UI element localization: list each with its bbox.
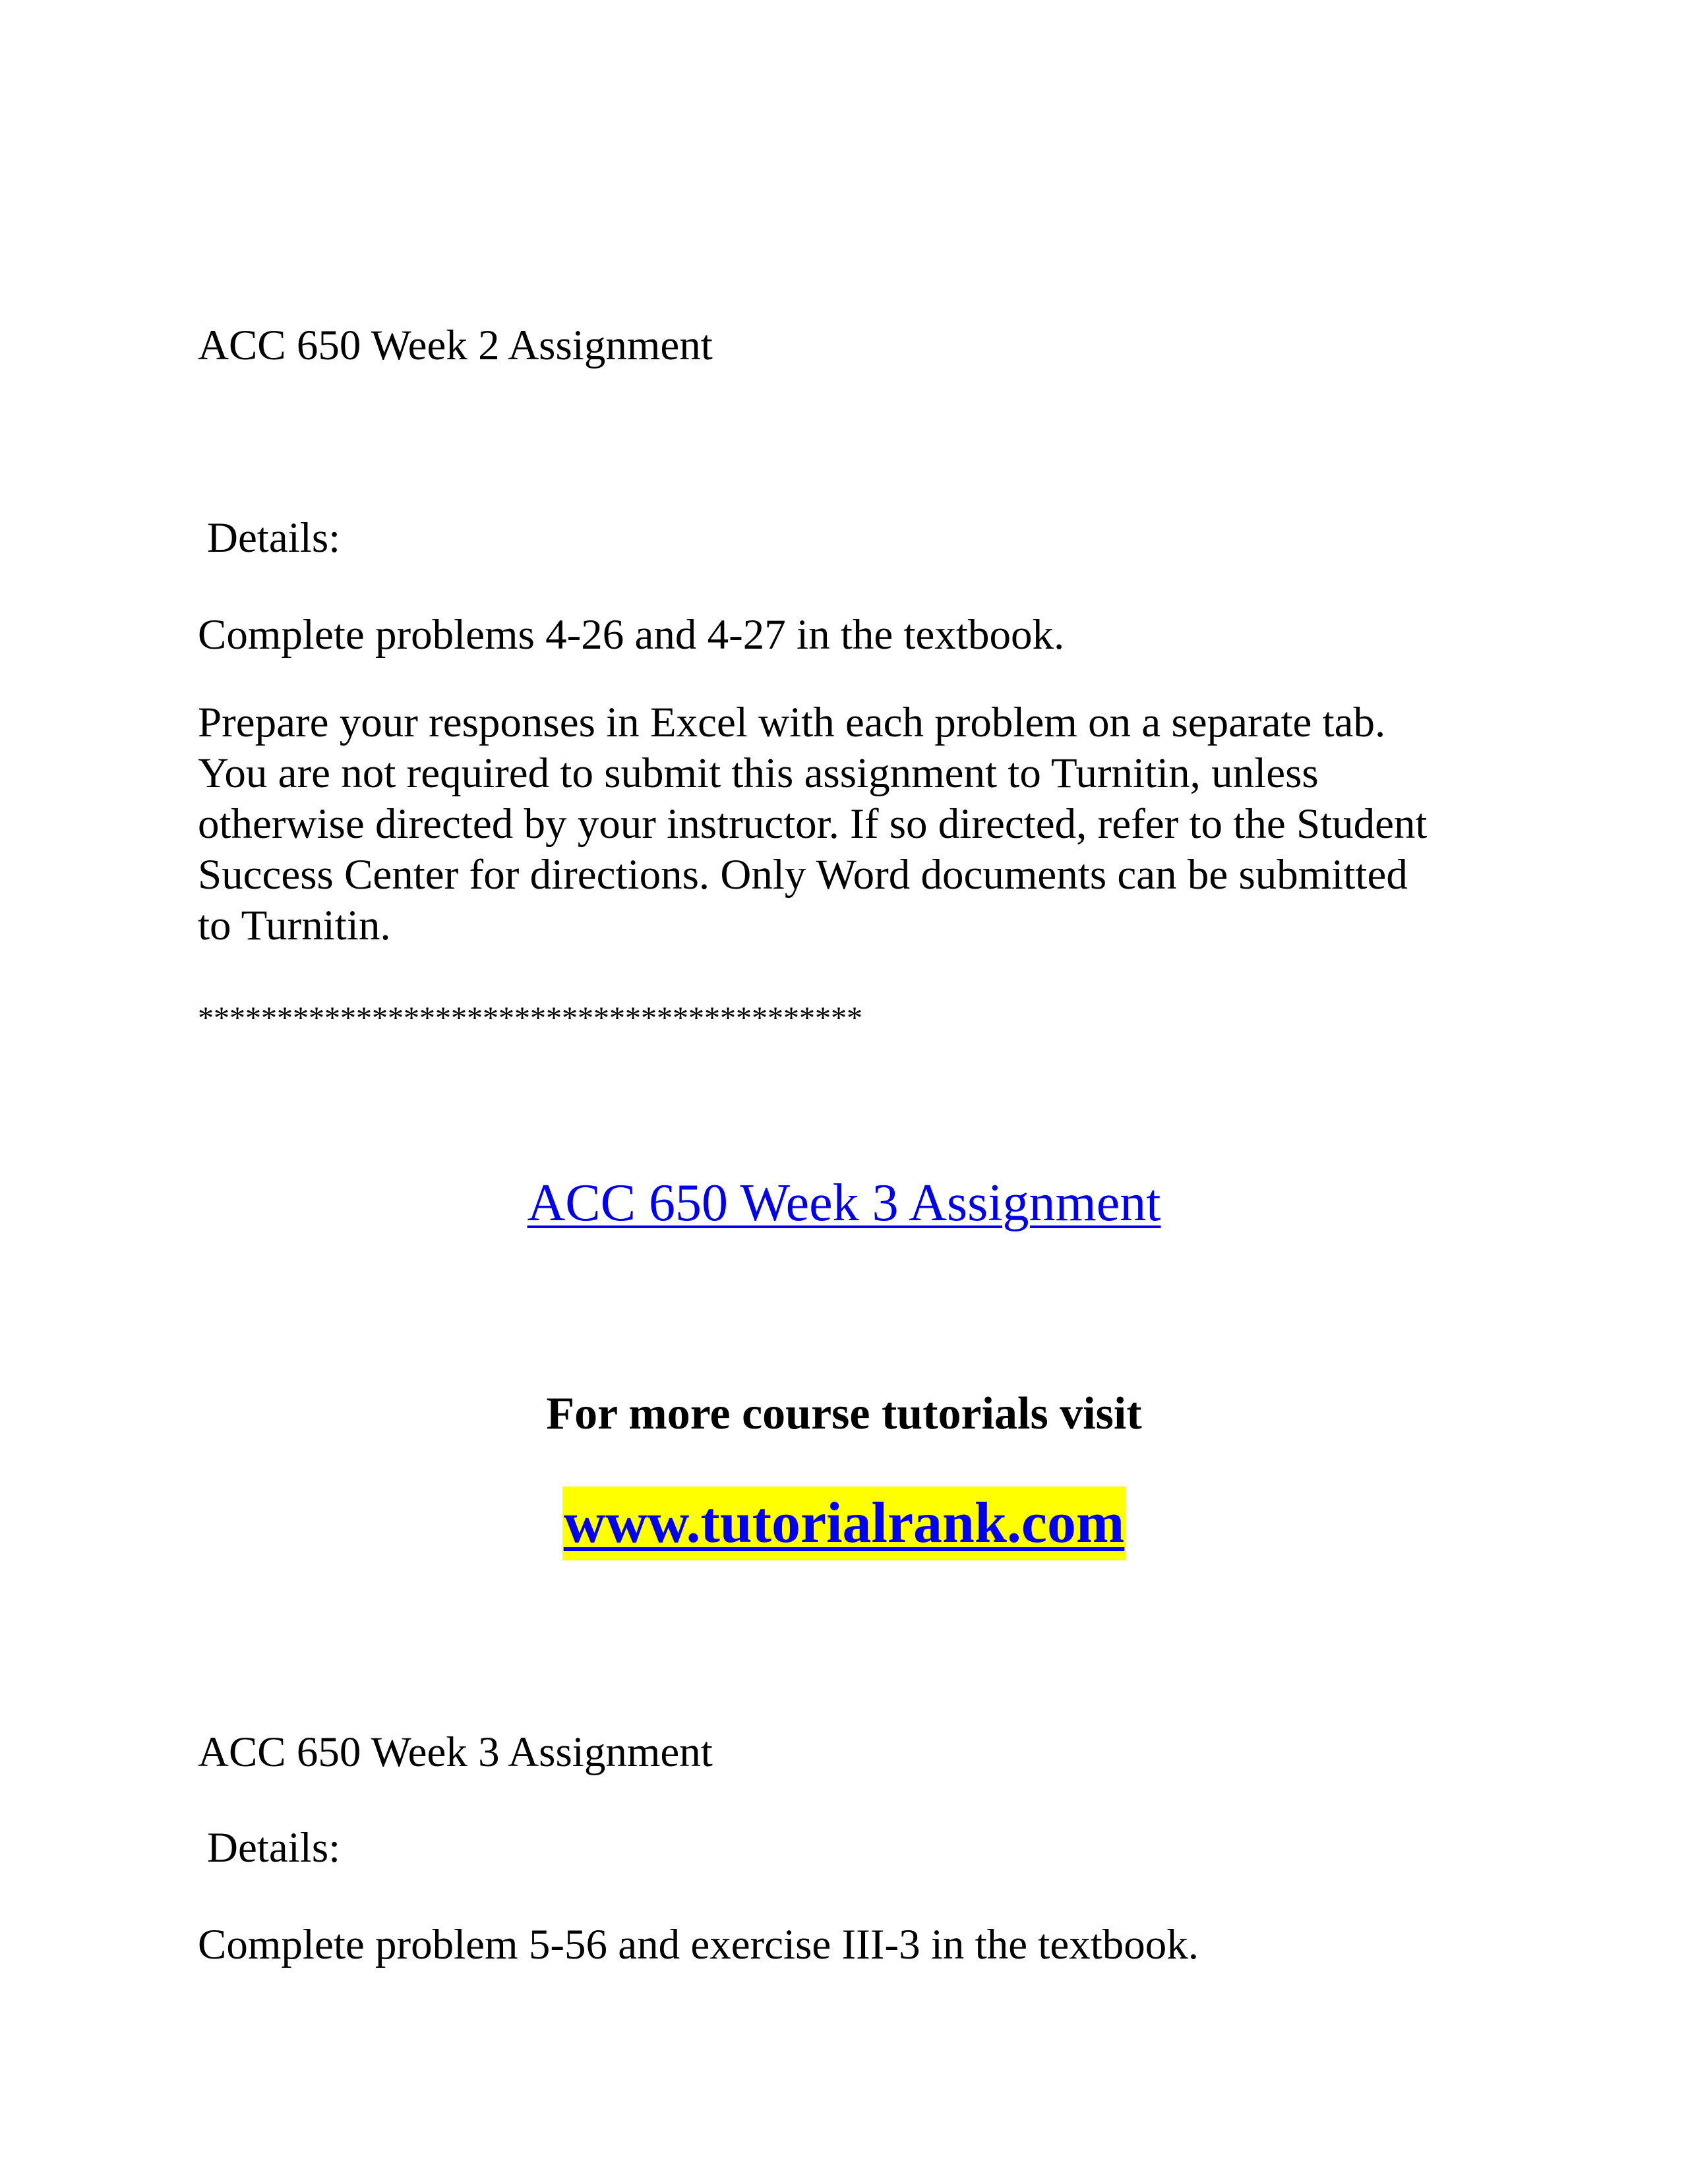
- separator-asterisks: ******************************************: [198, 1001, 862, 1036]
- week3-details-label: Details:: [207, 1824, 341, 1872]
- week3-problems-text: Complete problem 5-56 and exercise III-3 in the textbook.: [198, 1921, 1199, 1968]
- week3-assignment-link[interactable]: ACC 650 Week 3 Assignment: [527, 1174, 1161, 1232]
- instruction-line: Success Center for directions. Only Word documents can be submitted: [198, 851, 1408, 899]
- week3-title: ACC 650 Week 3 Assignment: [198, 1728, 713, 1776]
- instruction-line: to Turnitin.: [198, 902, 391, 949]
- week2-instructions: [198, 697, 1517, 951]
- instruction-line: otherwise directed by your instructor. If so directed, refer to the Student: [198, 800, 1428, 848]
- week2-problems-text: Complete problems 4-26 and 4-27 in the textbook.: [198, 611, 1065, 659]
- site-link-wrapper: [0, 1487, 1688, 1579]
- instruction-line: You are not required to submit this assignment to Turnitin, unless: [198, 750, 1319, 797]
- week2-title: ACC 650 Week 2 Assignment: [198, 322, 713, 369]
- instruction-line: Prepare your responses in Excel with each problem on a separate tab.: [198, 699, 1386, 746]
- week2-details-label: Details:: [207, 514, 341, 562]
- visit-heading: For more course tutorials visit: [546, 1388, 1142, 1439]
- tutorialrank-link[interactable]: www.tutorialrank.com: [562, 1487, 1126, 1560]
